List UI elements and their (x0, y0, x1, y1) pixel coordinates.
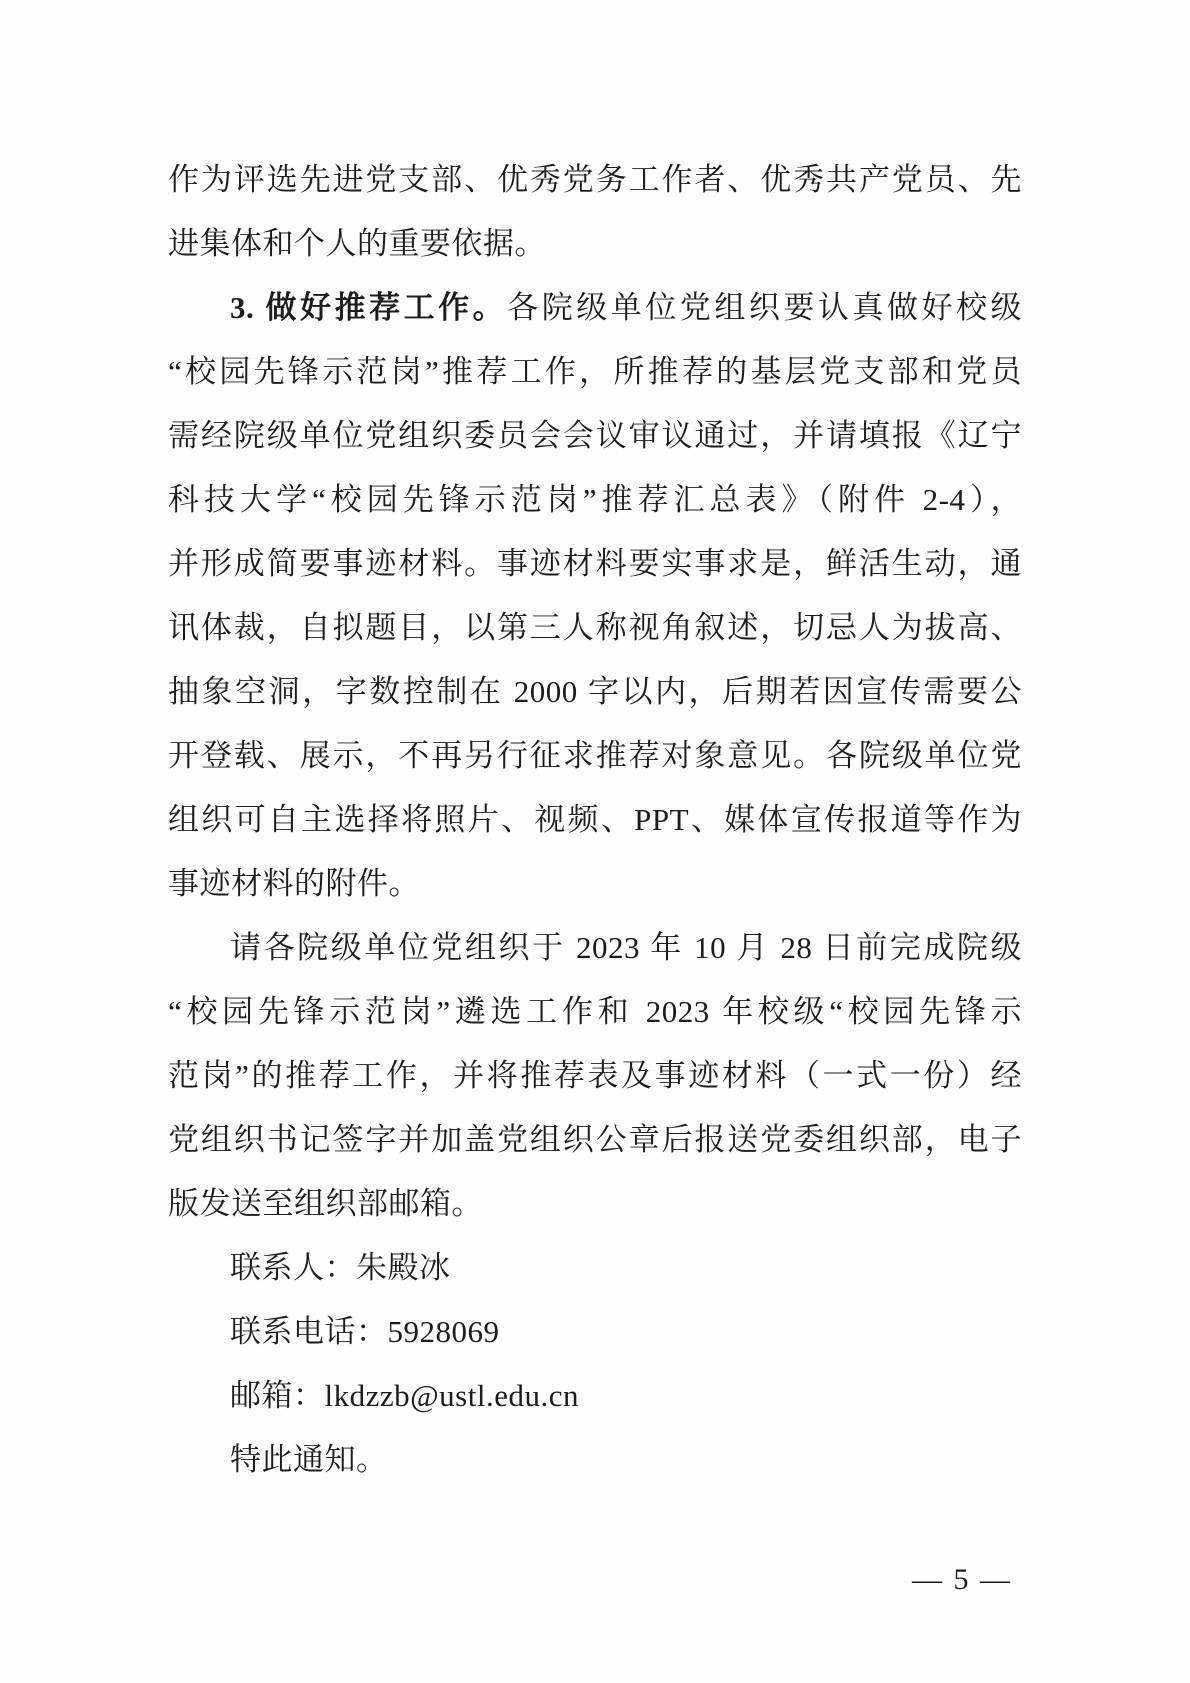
document-line: 讯体裁，自拟题目，以第三人称视角叙述，切忌人为拔高、 (168, 610, 1022, 645)
document-line: 联系电话：5928069 (230, 1314, 500, 1349)
document-line: 开登载、展示，不再另行征求推荐对象意见。各院级单位党 (168, 738, 1022, 773)
document-line: 范岗”的推荐工作，并将推荐表及事迹材料（一式一份）经 (168, 1058, 1022, 1093)
document-line: 特此通知。 (230, 1442, 388, 1477)
document-line: 抽象空洞，字数控制在 2000 字以内，后期若因宣传需要公 (168, 674, 1022, 709)
document-line: 邮箱：lkdzzb@ustl.edu.cn (230, 1378, 579, 1413)
document-line: 党组织书记签字并加盖党组织公章后报送党委组织部，电子 (168, 1122, 1022, 1157)
document-line: 事迹材料的附件。 (168, 866, 420, 901)
bold-run: 3. 做好推荐工作。 (230, 290, 508, 325)
document-line: 进集体和个人的重要依据。 (168, 226, 546, 261)
document-line: 科技大学“校园先锋示范岗”推荐汇总表》（附件 2-4）， (168, 482, 1022, 517)
document-body (168, 148, 1022, 1492)
document-line: “校园先锋示范岗”遴选工作和 2023 年校级“校园先锋示 (168, 994, 1022, 1029)
document-line: “校园先锋示范岗”推荐工作，所推荐的基层党支部和党员 (168, 354, 1022, 389)
document-line: 并形成简要事迹材料。事迹材料要实事求是，鲜活生动，通 (168, 546, 1022, 581)
document-line: 需经院级单位党组织委员会会议审议通过，并请填报《辽宁 (168, 418, 1022, 453)
document-line: 作为评选先进党支部、优秀党务工作者、优秀共产党员、先 (168, 162, 1022, 197)
document-line: 组织可自主选择将照片、视频、PPT、媒体宣传报道等作为 (168, 802, 1022, 837)
document-line: 联系人：朱殿冰 (230, 1250, 451, 1285)
document-line: 3. 做好推荐工作。各院级单位党组织要认真做好校级 (230, 290, 1023, 325)
document-line: 请各院级单位党组织于 2023 年 10 月 28 日前完成院级 (230, 930, 1022, 965)
page-number: — 5 — (912, 1563, 1012, 1596)
document-line: 版发送至组织部邮箱。 (168, 1186, 483, 1221)
